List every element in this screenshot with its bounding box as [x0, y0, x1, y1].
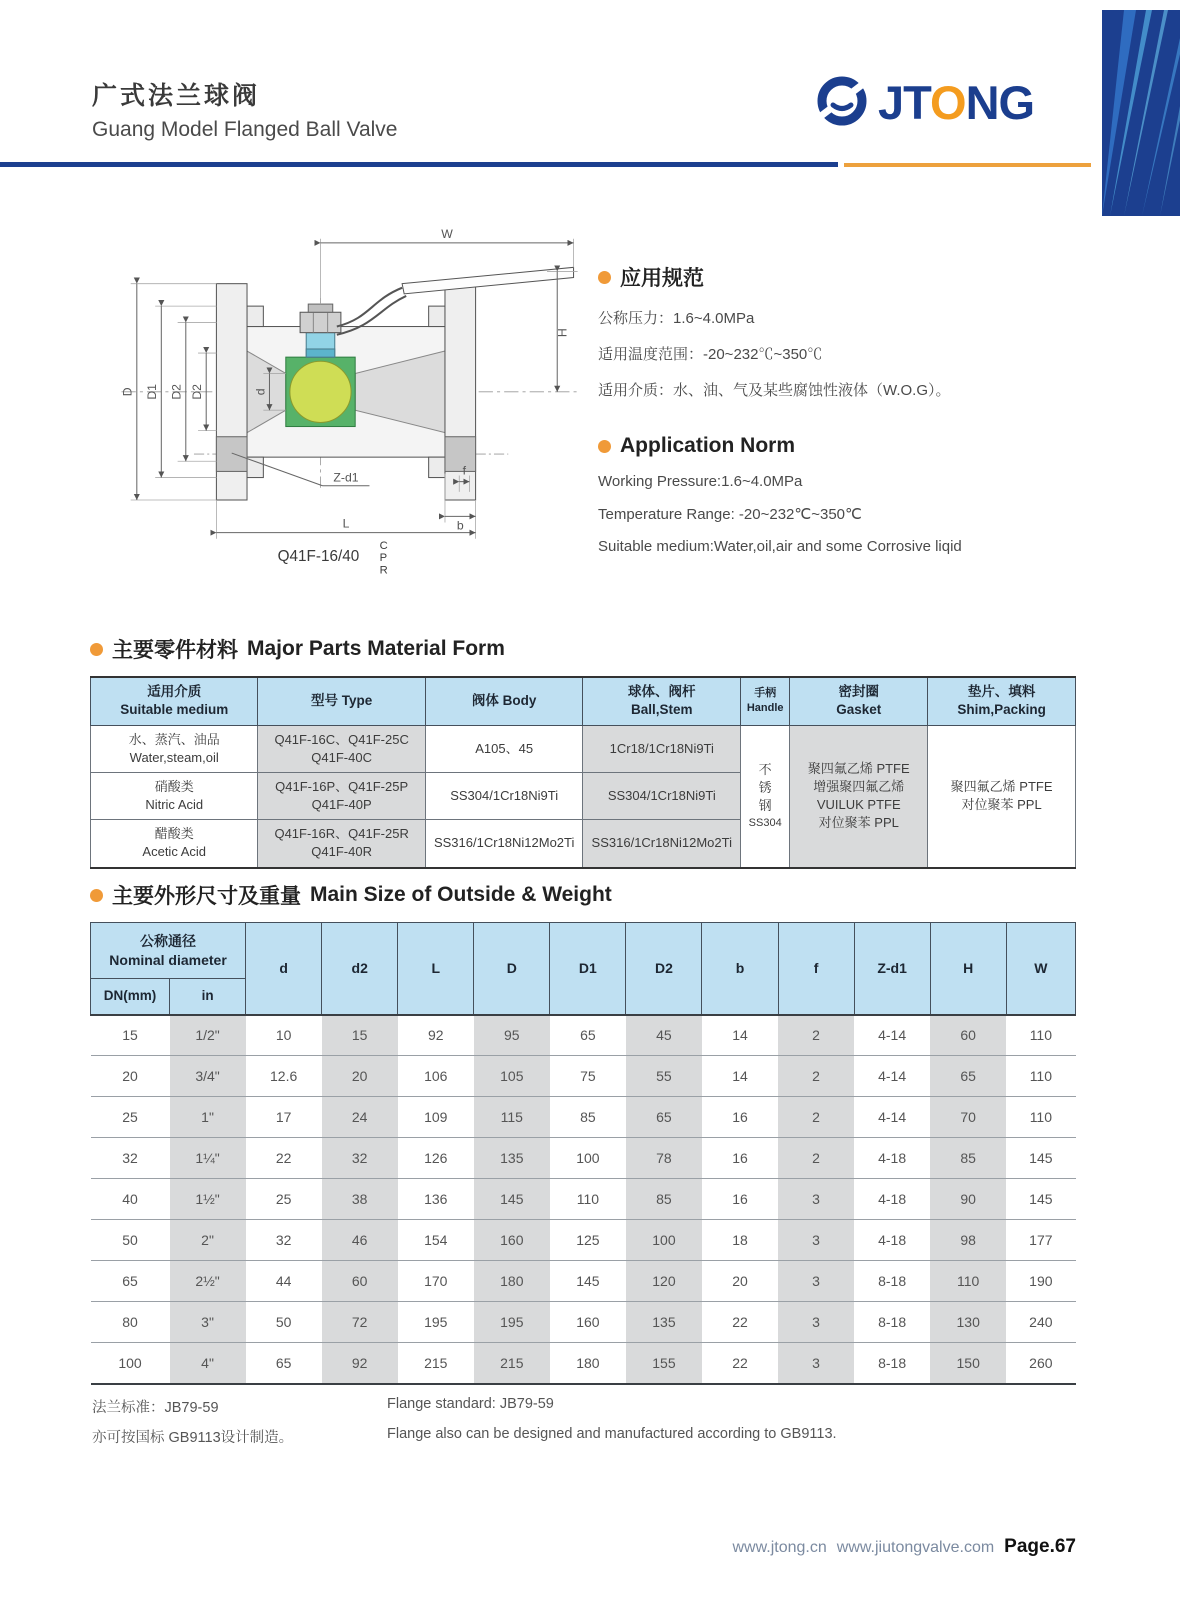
spec-line-temperature-zh: 适用温度范围：-20~232℃~350℃ [598, 346, 823, 363]
cell: 145 [1006, 1138, 1075, 1179]
cell: 4-18 [854, 1138, 930, 1179]
size-title-en: Main Size of Outside & Weight [310, 883, 612, 906]
cell: 10 [246, 1015, 322, 1056]
cell: 80 [91, 1302, 170, 1343]
header-col-H: H [930, 923, 1006, 1015]
page-footer [733, 1536, 1077, 1558]
bolt-hole-right [445, 437, 476, 472]
header-handle [741, 677, 790, 725]
cell [258, 725, 425, 772]
cell: 150 [930, 1343, 1006, 1384]
cell: 170 [398, 1261, 474, 1302]
cell: SS316/1Cr18Ni12Mo2Ti [425, 820, 583, 868]
divider-orange-segment [844, 163, 1091, 167]
header-col-D1: D1 [550, 923, 626, 1015]
cell: 154 [398, 1220, 474, 1261]
cell: 32 [91, 1138, 170, 1179]
cell: 260 [1006, 1343, 1075, 1384]
note-zh-1: 法兰标准：JB79-59 [92, 1400, 219, 1416]
cell: 2 [778, 1097, 854, 1138]
header-shim-packing [928, 677, 1076, 725]
cell: 17 [246, 1097, 322, 1138]
cell: 12.6 [246, 1056, 322, 1097]
cell: 130 [930, 1302, 1006, 1343]
orange-bullet-icon [90, 889, 103, 902]
cell [91, 820, 258, 868]
size-section [90, 880, 1076, 1385]
cell-shim-merged [928, 725, 1076, 868]
cell: 75 [550, 1056, 626, 1097]
cell-medium-en: Water,steam,oil [129, 749, 219, 765]
cell: 1/2" [170, 1015, 246, 1056]
cell: 92 [398, 1015, 474, 1056]
cell: 180 [550, 1343, 626, 1384]
cell: SS304/1Cr18Ni9Ti [583, 772, 741, 819]
header-gasket [790, 677, 928, 725]
cell: 110 [930, 1261, 1006, 1302]
cell: 177 [1006, 1220, 1075, 1261]
size-row-dn50 [91, 1220, 1076, 1261]
caption-letter-c: C [379, 539, 388, 552]
cell: 195 [398, 1302, 474, 1343]
spec-line-temperature-en: Temperature Range: -20~232℃~350℃ [598, 506, 862, 523]
application-spec-en-heading [598, 434, 1068, 458]
cell: 3 [778, 1179, 854, 1220]
header-nominal-zh: 公称通径 [140, 933, 197, 950]
gasket-line: 对位聚苯 PPL [818, 815, 899, 831]
cell: 2" [170, 1220, 246, 1261]
ball [290, 361, 351, 422]
dim-label-L: L [342, 516, 350, 531]
cell: 4-14 [854, 1015, 930, 1056]
dim-label-f: f [462, 463, 467, 478]
cell: 3/4" [170, 1056, 246, 1097]
cell: 65 [550, 1015, 626, 1056]
cell-type2: Q41F-40C [311, 749, 372, 765]
header-handle-zh: 手柄 [754, 687, 777, 700]
bolt-hole-left [216, 437, 247, 472]
cell: 2 [778, 1015, 854, 1056]
orange-bullet-icon [598, 440, 611, 453]
cell: 98 [930, 1220, 1006, 1261]
size-row-dn40 [91, 1179, 1076, 1220]
cell: 45 [626, 1015, 702, 1056]
cell: 85 [626, 1179, 702, 1220]
caption-letter-p: P [379, 552, 388, 565]
cell: 110 [1006, 1015, 1075, 1056]
cell: 14 [702, 1015, 778, 1056]
header-type: 型号 Type [258, 677, 425, 725]
cell: 8-18 [854, 1261, 930, 1302]
note-en-2: Flange also can be designed and manufactured according to GB9113. [387, 1426, 837, 1442]
size-row-dn100 [91, 1343, 1076, 1384]
gasket-line: 聚四氟乙烯 PTFE [807, 760, 910, 776]
header-ball-stem [583, 677, 741, 725]
brand-wordmark [878, 75, 1035, 129]
cell-type1: Q41F-16P、Q41F-25P [275, 778, 409, 794]
dim-label-D2a: D2 [169, 384, 184, 400]
cell: 2 [778, 1138, 854, 1179]
cell: 8-18 [854, 1302, 930, 1343]
divider-blue-segment [0, 162, 838, 167]
cell: 16 [702, 1138, 778, 1179]
handle-char: 钢 [758, 798, 772, 814]
header-col-f: f [778, 923, 854, 1015]
note-row-1 [92, 1396, 992, 1417]
cell: 100 [626, 1220, 702, 1261]
gasket-line: VUILUK PTFE [816, 797, 901, 813]
footer-url-jiutongvalve: www.jiutongvalve.com [836, 1539, 995, 1556]
cell [91, 725, 258, 772]
cell: 145 [550, 1261, 626, 1302]
page-title-block [92, 76, 397, 142]
cell: 4-14 [854, 1097, 930, 1138]
cell: 32 [322, 1138, 398, 1179]
cell: 60 [930, 1015, 1006, 1056]
cell: 155 [626, 1343, 702, 1384]
size-row-dn25 [91, 1097, 1076, 1138]
cell: 136 [398, 1179, 474, 1220]
application-spec-zh-title: 应用规范 [620, 267, 704, 290]
cell: 215 [474, 1343, 550, 1384]
cell-gasket-merged [790, 725, 928, 868]
cell: 3 [778, 1261, 854, 1302]
cell: 72 [322, 1302, 398, 1343]
cell: 50 [246, 1302, 322, 1343]
stem-packing [306, 349, 335, 357]
cell: 22 [702, 1343, 778, 1384]
jtong-swirl-icon [812, 72, 872, 132]
size-table [90, 922, 1076, 1385]
header-nominal-en: Nominal diameter [109, 951, 227, 968]
cell-type2: Q41F-40P [311, 797, 372, 813]
dim-label-W: W [441, 226, 453, 241]
cell: 100 [550, 1138, 626, 1179]
cell: 109 [398, 1097, 474, 1138]
cell: 3 [778, 1302, 854, 1343]
size-row-dn65 [91, 1261, 1076, 1302]
cell: 14 [702, 1056, 778, 1097]
cell: 110 [1006, 1097, 1075, 1138]
materials-table [90, 676, 1076, 869]
footer-url-jtong: www.jtong.cn [732, 1539, 827, 1556]
cell: 1Cr18/1Cr18Ni9Ti [583, 725, 741, 772]
cell: 126 [398, 1138, 474, 1179]
header-ball-zh: 球体、阀杆 [628, 684, 696, 700]
cell: 46 [322, 1220, 398, 1261]
cell: 20 [702, 1261, 778, 1302]
size-row-dn80 [91, 1302, 1076, 1343]
cell: 215 [398, 1343, 474, 1384]
cell: 95 [474, 1015, 550, 1056]
materials-section-heading [90, 634, 1076, 664]
cell [91, 772, 258, 819]
valve-technical-drawing [96, 220, 596, 585]
cell: 50 [91, 1220, 170, 1261]
cell: 32 [246, 1220, 322, 1261]
brand-logo [812, 72, 1034, 132]
cell: 92 [322, 1343, 398, 1384]
note-row-2 [92, 1426, 992, 1447]
cell: 8-18 [854, 1343, 930, 1384]
cell: 85 [930, 1138, 1006, 1179]
header-medium-zh: 适用介质 [147, 684, 202, 700]
cell: SS304/1Cr18Ni9Ti [425, 772, 583, 819]
header-col-d2: d2 [322, 923, 398, 1015]
header-col-D2: D2 [626, 923, 702, 1015]
dim-label-H: H [555, 328, 570, 338]
cell: 22 [246, 1138, 322, 1179]
cell: 110 [550, 1179, 626, 1220]
cell-medium-en: Acetic Acid [142, 844, 207, 860]
size-row-dn15 [91, 1015, 1076, 1056]
materials-title-zh: 主要零件材料 [112, 639, 238, 662]
size-row-dn20 [91, 1056, 1076, 1097]
hub-step-right-bottom [429, 457, 445, 477]
cell-type1: Q41F-16R、Q41F-25R [274, 826, 409, 842]
cell: 115 [474, 1097, 550, 1138]
cell: 65 [626, 1097, 702, 1138]
cell-type2: Q41F-40R [311, 844, 372, 860]
cell: SS316/1Cr18Ni12Mo2Ti [583, 820, 741, 868]
page-title-zh: 广式法兰球阀 [92, 82, 261, 110]
orange-bullet-icon [598, 271, 611, 284]
application-spec-en [598, 434, 1068, 555]
header-shim-en: Shim,Packing [957, 702, 1046, 718]
header-nominal-diameter [91, 923, 246, 979]
header-divider [0, 162, 1180, 168]
cell: 70 [930, 1097, 1006, 1138]
cell: 85 [550, 1097, 626, 1138]
hub-step-right-top [429, 306, 445, 326]
cell: 24 [322, 1097, 398, 1138]
cell: 145 [1006, 1179, 1075, 1220]
header-inch: in [170, 979, 246, 1015]
cell: 1¼" [170, 1138, 246, 1179]
page-number: Page.67 [1004, 1536, 1076, 1557]
wordmark-ng: NG [965, 75, 1035, 129]
note-en-1: Flange standard: JB79-59 [387, 1396, 554, 1412]
header-shim-zh: 垫片、填料 [967, 684, 1036, 700]
cell: 65 [246, 1343, 322, 1384]
shim-line: 聚四氟乙烯 PTFE [950, 778, 1053, 794]
dim-label-b: b [456, 518, 464, 533]
cell-medium-zh: 硝酸类 [154, 778, 194, 794]
cell: 1½" [170, 1179, 246, 1220]
stem-nut [300, 312, 341, 332]
cell: 25 [246, 1179, 322, 1220]
cell: 3 [778, 1220, 854, 1261]
cell: 18 [702, 1220, 778, 1261]
header-handle-en: Handle [746, 702, 784, 715]
header-gasket-zh: 密封圈 [838, 684, 879, 700]
cell-medium-zh: 醋酸类 [154, 826, 194, 842]
cell: 38 [322, 1179, 398, 1220]
cell: 110 [1006, 1056, 1075, 1097]
cell: 65 [91, 1261, 170, 1302]
application-spec-zh [598, 262, 1058, 400]
cell: 20 [91, 1056, 170, 1097]
cell: 120 [626, 1261, 702, 1302]
application-spec-en-title: Application Norm [620, 434, 796, 457]
cell: 44 [246, 1261, 322, 1302]
size-row-dn32 [91, 1138, 1076, 1179]
header-gasket-en: Gasket [836, 702, 882, 718]
cell-handle-merged [741, 725, 790, 868]
header-dn-mm: DN(mm) [91, 979, 170, 1015]
cell: 2½" [170, 1261, 246, 1302]
orange-bullet-icon [90, 643, 103, 656]
cell: 145 [474, 1179, 550, 1220]
header-ball-en: Ball,Stem [631, 702, 693, 718]
header-medium-en: Suitable medium [120, 702, 229, 718]
cell: 135 [626, 1302, 702, 1343]
cell: 125 [550, 1220, 626, 1261]
handle-char: 不 [758, 762, 772, 778]
cell: 20 [322, 1056, 398, 1097]
size-section-heading [90, 880, 1076, 910]
cell: 3 [778, 1343, 854, 1384]
header-suitable-medium [91, 677, 258, 725]
cell: 16 [702, 1179, 778, 1220]
corner-stripes-graphic [1102, 10, 1180, 216]
drawing-caption: Q41F-16/40 [277, 548, 360, 566]
cell: 65 [930, 1056, 1006, 1097]
caption-letter-r: R [379, 564, 388, 577]
materials-section [90, 634, 1076, 869]
cell: 15 [91, 1015, 170, 1056]
hub-step-left-top [247, 306, 263, 326]
cell [258, 772, 425, 819]
cell: 2 [778, 1056, 854, 1097]
cell: 4-18 [854, 1179, 930, 1220]
cell: 60 [322, 1261, 398, 1302]
handle-char: 锈 [758, 780, 772, 796]
cell-medium-zh: 水、蒸汽、油品 [128, 731, 220, 747]
cell: 105 [474, 1056, 550, 1097]
cell: 106 [398, 1056, 474, 1097]
cell: 4-18 [854, 1220, 930, 1261]
cell-type1: Q41F-16C、Q41F-25C [274, 731, 409, 747]
cell: 4" [170, 1343, 246, 1384]
cell: 160 [550, 1302, 626, 1343]
cell: 3" [170, 1302, 246, 1343]
cell [258, 820, 425, 868]
cell-medium-en: Nitric Acid [145, 797, 204, 813]
shim-line: 对位聚苯 PPL [961, 797, 1042, 813]
cell: 100 [91, 1343, 170, 1384]
cell: 4-14 [854, 1056, 930, 1097]
application-spec-zh-heading [598, 262, 1058, 292]
cell: 160 [474, 1220, 550, 1261]
cell: A105、45 [425, 725, 583, 772]
header-col-D: D [474, 923, 550, 1015]
cell: 1" [170, 1097, 246, 1138]
wordmark-o: O [930, 75, 966, 129]
valve-drawing-svg [96, 220, 596, 580]
cell: 22 [702, 1302, 778, 1343]
header-col-b: b [702, 923, 778, 1015]
dim-label-Zd1: Z-d1 [333, 470, 359, 485]
dim-label-D2b: D2 [190, 384, 205, 400]
size-header-row-1 [91, 923, 1076, 979]
header-col-d: d [246, 923, 322, 1015]
size-title-zh: 主要外形尺寸及重量 [112, 885, 301, 908]
wordmark-jt: JT [878, 75, 930, 129]
cell: 15 [322, 1015, 398, 1056]
materials-title-en: Major Parts Material Form [247, 637, 505, 660]
spec-line-pressure-zh: 公称压力：1.6~4.0MPa [598, 310, 755, 327]
flange-standard-notes [92, 1396, 992, 1456]
spec-line-medium-zh: 适用介质：水、油、气及某些腐蚀性液体（W.O.G）。 [598, 382, 951, 399]
gasket-line: 增强聚四氟乙烯 [813, 778, 905, 794]
materials-header-row [91, 677, 1076, 725]
dim-label-D: D [120, 387, 135, 397]
dim-label-D1: D1 [145, 384, 160, 400]
cell: 180 [474, 1261, 550, 1302]
materials-row-water [91, 725, 1076, 772]
cell: 78 [626, 1138, 702, 1179]
cell: 240 [1006, 1302, 1075, 1343]
header-body: 阀体 Body [425, 677, 583, 725]
cell: 16 [702, 1097, 778, 1138]
cell: 40 [91, 1179, 170, 1220]
cell: 195 [474, 1302, 550, 1343]
cell: 90 [930, 1179, 1006, 1220]
note-zh-2: 亦可按国标 GB9113设计制造。 [92, 1430, 294, 1446]
header-col-Zd1: Z-d1 [854, 923, 930, 1015]
spec-line-pressure-en: Working Pressure:1.6~4.0MPa [598, 473, 803, 490]
header-col-W: W [1006, 923, 1075, 1015]
cell: 190 [1006, 1261, 1075, 1302]
cell: 55 [626, 1056, 702, 1097]
spec-line-medium-en: Suitable medium:Water,oil,air and some Corrosive liqid [598, 538, 962, 555]
page-title-en: Guang Model Flanged Ball Valve [92, 118, 398, 141]
dim-label-d: d [253, 388, 268, 396]
hub-step-left-bottom [247, 457, 263, 477]
stem-washer [308, 304, 332, 312]
cell: 25 [91, 1097, 170, 1138]
handle-grade: SS304 [748, 816, 782, 829]
header-col-L: L [398, 923, 474, 1015]
cell: 135 [474, 1138, 550, 1179]
